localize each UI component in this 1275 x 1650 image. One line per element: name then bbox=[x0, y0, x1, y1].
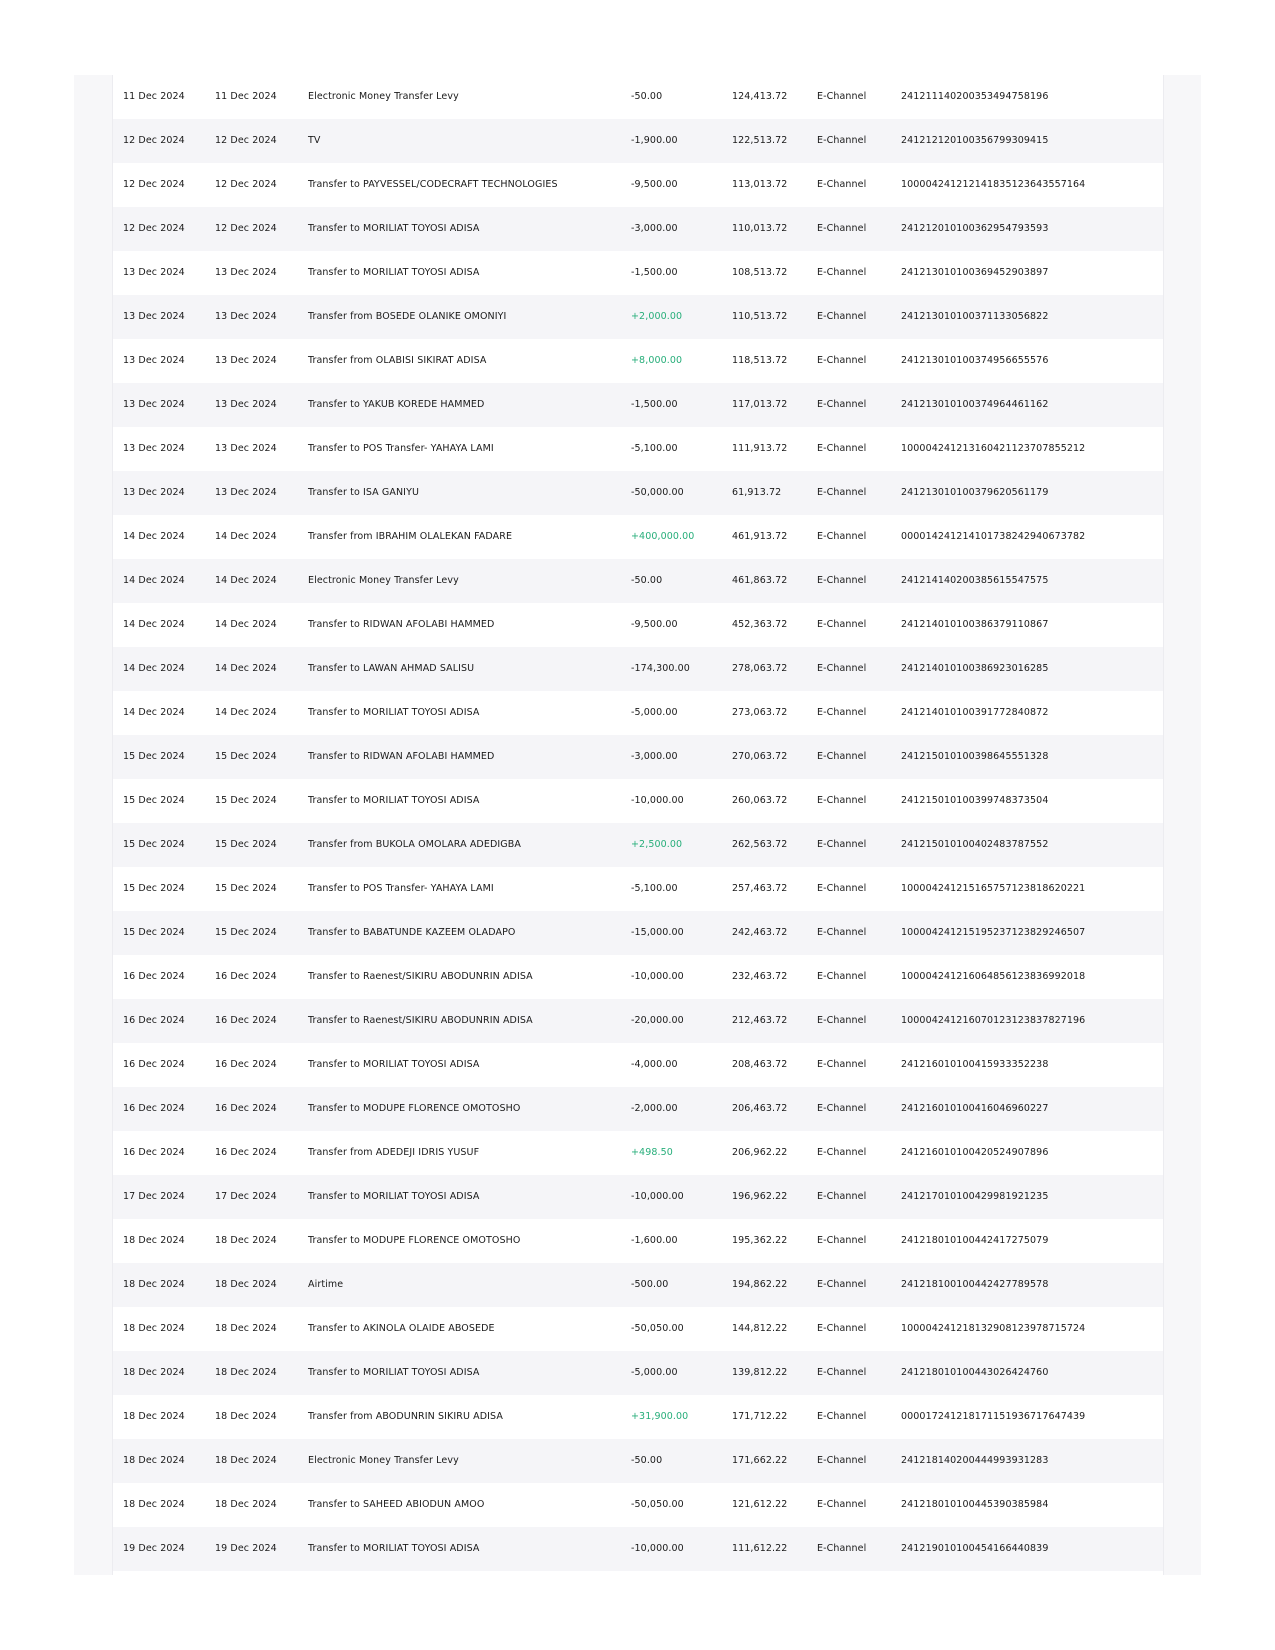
transaction-amount: -50.00 bbox=[631, 1455, 663, 1466]
value-date: 15 Dec 2024 bbox=[215, 751, 277, 762]
transaction-description: Transfer from OLABISI SIKIRAT ADISA bbox=[308, 355, 487, 366]
transaction-amount: -2,000.00 bbox=[631, 1103, 678, 1114]
table-row bbox=[113, 383, 1163, 427]
transaction-date: 18 Dec 2024 bbox=[123, 1411, 185, 1422]
transaction-description: Transfer from BUKOLA OMOLARA ADEDIGBA bbox=[308, 839, 521, 850]
table-row bbox=[113, 471, 1163, 515]
transaction-reference: 100004241215165757123818620221 bbox=[901, 883, 1086, 894]
table-row bbox=[113, 779, 1163, 823]
value-date: 16 Dec 2024 bbox=[215, 1015, 277, 1026]
table-row bbox=[113, 1263, 1163, 1307]
transaction-date: 13 Dec 2024 bbox=[123, 355, 185, 366]
transaction-channel: E-Channel bbox=[817, 399, 867, 410]
transaction-description: Transfer to SAHEED ABIODUN AMOO bbox=[308, 1499, 485, 1510]
transaction-reference: 241213010100374964461162 bbox=[901, 399, 1049, 410]
table-row bbox=[113, 1483, 1163, 1527]
transaction-reference: 100004241216064856123836992018 bbox=[901, 971, 1086, 982]
transaction-channel: E-Channel bbox=[817, 1323, 867, 1334]
transaction-channel: E-Channel bbox=[817, 1015, 867, 1026]
running-balance: 121,612.22 bbox=[732, 1499, 788, 1510]
value-date: 12 Dec 2024 bbox=[215, 223, 277, 234]
value-date: 14 Dec 2024 bbox=[215, 663, 277, 674]
transaction-amount: +2,000.00 bbox=[631, 311, 683, 322]
transaction-date: 14 Dec 2024 bbox=[123, 707, 185, 718]
value-date: 16 Dec 2024 bbox=[215, 971, 277, 982]
transaction-reference: 241218010100445390385984 bbox=[901, 1499, 1049, 1510]
transaction-channel: E-Channel bbox=[817, 1543, 867, 1554]
running-balance: 232,463.72 bbox=[732, 971, 788, 982]
running-balance: 111,612.22 bbox=[732, 1543, 788, 1554]
running-balance: 124,413.72 bbox=[732, 91, 788, 102]
transaction-date: 18 Dec 2024 bbox=[123, 1499, 185, 1510]
value-date: 18 Dec 2024 bbox=[215, 1235, 277, 1246]
running-balance: 208,463.72 bbox=[732, 1059, 788, 1070]
transaction-description: Transfer to POS Transfer- YAHAYA LAMI bbox=[308, 883, 494, 894]
transaction-description: Transfer to MORILIAT TOYOSI ADISA bbox=[308, 707, 480, 718]
transaction-date: 16 Dec 2024 bbox=[123, 971, 185, 982]
transaction-date: 12 Dec 2024 bbox=[123, 223, 185, 234]
transaction-description: Airtime bbox=[308, 1279, 344, 1290]
transaction-amount: -3,000.00 bbox=[631, 751, 678, 762]
running-balance: 461,863.72 bbox=[732, 575, 788, 586]
transaction-amount: -1,900.00 bbox=[631, 135, 678, 146]
transaction-amount: -1,500.00 bbox=[631, 267, 678, 278]
transaction-date: 14 Dec 2024 bbox=[123, 575, 185, 586]
transaction-date: 18 Dec 2024 bbox=[123, 1455, 185, 1466]
transaction-date: 15 Dec 2024 bbox=[123, 795, 185, 806]
transaction-reference: 241214140200385615547575 bbox=[901, 575, 1049, 586]
transaction-description: Transfer to MODUPE FLORENCE OMOTOSHO bbox=[308, 1103, 521, 1114]
transaction-date: 16 Dec 2024 bbox=[123, 1147, 185, 1158]
table-row bbox=[113, 1439, 1163, 1483]
transaction-date: 13 Dec 2024 bbox=[123, 267, 185, 278]
transaction-channel: E-Channel bbox=[817, 443, 867, 454]
running-balance: 452,363.72 bbox=[732, 619, 788, 630]
value-date: 18 Dec 2024 bbox=[215, 1367, 277, 1378]
transaction-description: Transfer to RIDWAN AFOLABI HAMMED bbox=[308, 619, 495, 630]
running-balance: 195,362.22 bbox=[732, 1235, 788, 1246]
transaction-channel: E-Channel bbox=[817, 179, 867, 190]
transaction-description: Electronic Money Transfer Levy bbox=[308, 575, 459, 586]
transaction-amount: -4,000.00 bbox=[631, 1059, 678, 1070]
transaction-reference: 241214010100386923016285 bbox=[901, 663, 1049, 674]
transaction-description: Transfer to LAWAN AHMAD SALISU bbox=[308, 663, 475, 674]
running-balance: 194,862.22 bbox=[732, 1279, 788, 1290]
transaction-channel: E-Channel bbox=[817, 1411, 867, 1422]
transaction-reference: 241218010100442417275079 bbox=[901, 1235, 1049, 1246]
transaction-date: 16 Dec 2024 bbox=[123, 1015, 185, 1026]
transaction-amount: -50.00 bbox=[631, 575, 663, 586]
transaction-description: Transfer to Raenest/SIKIRU ABODUNRIN ADISA bbox=[308, 1015, 533, 1026]
value-date: 16 Dec 2024 bbox=[215, 1103, 277, 1114]
running-balance: 278,063.72 bbox=[732, 663, 788, 674]
table-row bbox=[113, 735, 1163, 779]
value-date: 15 Dec 2024 bbox=[215, 927, 277, 938]
transaction-amount: -5,000.00 bbox=[631, 707, 678, 718]
transaction-reference: 241217010100429981921235 bbox=[901, 1191, 1049, 1202]
value-date: 19 Dec 2024 bbox=[215, 1543, 277, 1554]
statement-page-frame bbox=[74, 75, 1201, 1575]
table-row bbox=[113, 163, 1163, 207]
transaction-amount: -10,000.00 bbox=[631, 1191, 684, 1202]
value-date: 15 Dec 2024 bbox=[215, 795, 277, 806]
value-date: 14 Dec 2024 bbox=[215, 575, 277, 586]
transaction-date: 14 Dec 2024 bbox=[123, 531, 185, 542]
transaction-amount: -1,500.00 bbox=[631, 399, 678, 410]
transaction-amount: -9,500.00 bbox=[631, 179, 678, 190]
transaction-description: Electronic Money Transfer Levy bbox=[308, 91, 459, 102]
value-date: 17 Dec 2024 bbox=[215, 1191, 277, 1202]
transaction-reference: 241218140200444993931283 bbox=[901, 1455, 1049, 1466]
transaction-channel: E-Channel bbox=[817, 1147, 867, 1158]
table-row bbox=[113, 691, 1163, 735]
value-date: 14 Dec 2024 bbox=[215, 619, 277, 630]
transaction-date: 13 Dec 2024 bbox=[123, 487, 185, 498]
running-balance: 206,463.72 bbox=[732, 1103, 788, 1114]
running-balance: 110,513.72 bbox=[732, 311, 788, 322]
transaction-channel: E-Channel bbox=[817, 575, 867, 586]
transaction-reference: 241218010100443026424760 bbox=[901, 1367, 1049, 1378]
transaction-channel: E-Channel bbox=[817, 1367, 867, 1378]
transaction-description: Transfer from ABODUNRIN SIKIRU ADISA bbox=[308, 1411, 503, 1422]
transaction-date: 14 Dec 2024 bbox=[123, 663, 185, 674]
transaction-channel: E-Channel bbox=[817, 531, 867, 542]
running-balance: 262,563.72 bbox=[732, 839, 788, 850]
table-row bbox=[113, 1395, 1163, 1439]
table-row bbox=[113, 515, 1163, 559]
transaction-reference: 241213010100369452903897 bbox=[901, 267, 1049, 278]
value-date: 14 Dec 2024 bbox=[215, 707, 277, 718]
transaction-reference: 241218100100442427789578 bbox=[901, 1279, 1049, 1290]
running-balance: 212,463.72 bbox=[732, 1015, 788, 1026]
transaction-reference: 241219010100454166440839 bbox=[901, 1543, 1049, 1554]
transaction-date: 19 Dec 2024 bbox=[123, 1543, 185, 1554]
value-date: 18 Dec 2024 bbox=[215, 1455, 277, 1466]
table-row bbox=[113, 295, 1163, 339]
value-date: 18 Dec 2024 bbox=[215, 1279, 277, 1290]
transaction-reference: 241212120100356799309415 bbox=[901, 135, 1049, 146]
transaction-channel: E-Channel bbox=[817, 795, 867, 806]
value-date: 13 Dec 2024 bbox=[215, 399, 277, 410]
value-date: 16 Dec 2024 bbox=[215, 1147, 277, 1158]
transaction-channel: E-Channel bbox=[817, 839, 867, 850]
table-row bbox=[113, 119, 1163, 163]
transaction-reference: 241214010100391772840872 bbox=[901, 707, 1049, 718]
transaction-amount: -20,000.00 bbox=[631, 1015, 684, 1026]
transaction-channel: E-Channel bbox=[817, 223, 867, 234]
transaction-amount: -9,500.00 bbox=[631, 619, 678, 630]
transaction-reference: 241211140200353494758196 bbox=[901, 91, 1049, 102]
transaction-amount: -5,000.00 bbox=[631, 1367, 678, 1378]
transaction-date: 16 Dec 2024 bbox=[123, 1103, 185, 1114]
transaction-channel: E-Channel bbox=[817, 91, 867, 102]
transaction-date: 18 Dec 2024 bbox=[123, 1367, 185, 1378]
transaction-description: Transfer to MORILIAT TOYOSI ADISA bbox=[308, 1191, 480, 1202]
running-balance: 257,463.72 bbox=[732, 883, 788, 894]
transaction-reference: 241216010100415933352238 bbox=[901, 1059, 1049, 1070]
transaction-description: Transfer to ISA GANIYU bbox=[308, 487, 420, 498]
transaction-reference: 241216010100416046960227 bbox=[901, 1103, 1049, 1114]
transaction-description: Electronic Money Transfer Levy bbox=[308, 1455, 459, 1466]
table-row bbox=[113, 1351, 1163, 1395]
running-balance: 118,513.72 bbox=[732, 355, 788, 366]
table-row bbox=[113, 1219, 1163, 1263]
table-row bbox=[113, 647, 1163, 691]
transaction-reference: 100004241212141835123643557164 bbox=[901, 179, 1086, 190]
value-date: 16 Dec 2024 bbox=[215, 1059, 277, 1070]
table-row bbox=[113, 251, 1163, 295]
value-date: 18 Dec 2024 bbox=[215, 1323, 277, 1334]
transaction-amount: -15,000.00 bbox=[631, 927, 684, 938]
running-balance: 171,712.22 bbox=[732, 1411, 788, 1422]
transaction-date: 15 Dec 2024 bbox=[123, 883, 185, 894]
running-balance: 111,913.72 bbox=[732, 443, 788, 454]
transaction-description: Transfer to POS Transfer- YAHAYA LAMI bbox=[308, 443, 494, 454]
table-row bbox=[113, 1307, 1163, 1351]
transaction-date: 17 Dec 2024 bbox=[123, 1191, 185, 1202]
transaction-description: Transfer to MORILIAT TOYOSI ADISA bbox=[308, 1367, 480, 1378]
transaction-channel: E-Channel bbox=[817, 1191, 867, 1202]
value-date: 15 Dec 2024 bbox=[215, 883, 277, 894]
running-balance: 113,013.72 bbox=[732, 179, 788, 190]
transaction-amount: -10,000.00 bbox=[631, 795, 684, 806]
transaction-date: 13 Dec 2024 bbox=[123, 399, 185, 410]
transaction-channel: E-Channel bbox=[817, 1103, 867, 1114]
transaction-reference: 241212010100362954793593 bbox=[901, 223, 1049, 234]
transaction-channel: E-Channel bbox=[817, 663, 867, 674]
transaction-channel: E-Channel bbox=[817, 1059, 867, 1070]
transaction-description: Transfer to YAKUB KOREDE HAMMED bbox=[308, 399, 485, 410]
transaction-date: 18 Dec 2024 bbox=[123, 1235, 185, 1246]
transaction-channel: E-Channel bbox=[817, 1235, 867, 1246]
transaction-description: Transfer to MORILIAT TOYOSI ADISA bbox=[308, 223, 480, 234]
transaction-date: 18 Dec 2024 bbox=[123, 1279, 185, 1290]
transaction-description: Transfer to AKINOLA OLAIDE ABOSEDE bbox=[308, 1323, 495, 1334]
transaction-channel: E-Channel bbox=[817, 1499, 867, 1510]
table-row bbox=[113, 1527, 1163, 1571]
transaction-channel: E-Channel bbox=[817, 883, 867, 894]
running-balance: 196,962.22 bbox=[732, 1191, 788, 1202]
transaction-description: Transfer from ADEDEJI IDRIS YUSUF bbox=[308, 1147, 480, 1158]
transaction-description: Transfer to MORILIAT TOYOSI ADISA bbox=[308, 1059, 480, 1070]
value-date: 13 Dec 2024 bbox=[215, 311, 277, 322]
transaction-reference: 000017241218171151936717647439 bbox=[901, 1411, 1086, 1422]
transaction-date: 12 Dec 2024 bbox=[123, 179, 185, 190]
transaction-amount: -10,000.00 bbox=[631, 1543, 684, 1554]
running-balance: 260,063.72 bbox=[732, 795, 788, 806]
value-date: 11 Dec 2024 bbox=[215, 91, 277, 102]
transaction-date: 13 Dec 2024 bbox=[123, 443, 185, 454]
value-date: 18 Dec 2024 bbox=[215, 1499, 277, 1510]
transaction-channel: E-Channel bbox=[817, 355, 867, 366]
transaction-description: TV bbox=[308, 135, 321, 146]
running-balance: 206,962.22 bbox=[732, 1147, 788, 1158]
value-date: 12 Dec 2024 bbox=[215, 135, 277, 146]
transaction-description: Transfer to MODUPE FLORENCE OMOTOSHO bbox=[308, 1235, 521, 1246]
transaction-description: Transfer to RIDWAN AFOLABI HAMMED bbox=[308, 751, 495, 762]
running-balance: 144,812.22 bbox=[732, 1323, 788, 1334]
transaction-channel: E-Channel bbox=[817, 267, 867, 278]
transaction-reference: 241215010100398645551328 bbox=[901, 751, 1049, 762]
transaction-date: 13 Dec 2024 bbox=[123, 311, 185, 322]
transaction-reference: 241214010100386379110867 bbox=[901, 619, 1049, 630]
table-row bbox=[113, 955, 1163, 999]
transaction-amount: -5,100.00 bbox=[631, 443, 678, 454]
running-balance: 270,063.72 bbox=[732, 751, 788, 762]
transaction-reference: 241213010100374956655576 bbox=[901, 355, 1049, 366]
transaction-rows bbox=[113, 75, 1163, 1571]
running-balance: 108,513.72 bbox=[732, 267, 788, 278]
transaction-reference: 241215010100399748373504 bbox=[901, 795, 1049, 806]
transaction-description: Transfer to MORILIAT TOYOSI ADISA bbox=[308, 267, 480, 278]
transaction-channel: E-Channel bbox=[817, 135, 867, 146]
table-row bbox=[113, 1043, 1163, 1087]
running-balance: 117,013.72 bbox=[732, 399, 788, 410]
transaction-description: Transfer to MORILIAT TOYOSI ADISA bbox=[308, 1543, 480, 1554]
transaction-reference: 100004241216070123123837827196 bbox=[901, 1015, 1086, 1026]
transaction-date: 15 Dec 2024 bbox=[123, 751, 185, 762]
transaction-amount: +31,900.00 bbox=[631, 1411, 689, 1422]
transaction-amount: +400,000.00 bbox=[631, 531, 695, 542]
transaction-reference: 241213010100379620561179 bbox=[901, 487, 1049, 498]
value-date: 13 Dec 2024 bbox=[215, 487, 277, 498]
transaction-channel: E-Channel bbox=[817, 1455, 867, 1466]
transaction-channel: E-Channel bbox=[817, 311, 867, 322]
statement-table bbox=[112, 75, 1164, 1575]
transaction-reference: 000014241214101738242940673782 bbox=[901, 531, 1086, 542]
transaction-reference: 241213010100371133056822 bbox=[901, 311, 1049, 322]
table-row bbox=[113, 867, 1163, 911]
table-row bbox=[113, 911, 1163, 955]
transaction-amount: -500.00 bbox=[631, 1279, 669, 1290]
table-row bbox=[113, 603, 1163, 647]
table-row bbox=[113, 999, 1163, 1043]
transaction-channel: E-Channel bbox=[817, 619, 867, 630]
running-balance: 122,513.72 bbox=[732, 135, 788, 146]
running-balance: 110,013.72 bbox=[732, 223, 788, 234]
transaction-date: 14 Dec 2024 bbox=[123, 619, 185, 630]
transaction-amount: -174,300.00 bbox=[631, 663, 690, 674]
transaction-date: 15 Dec 2024 bbox=[123, 839, 185, 850]
value-date: 18 Dec 2024 bbox=[215, 1411, 277, 1422]
transaction-channel: E-Channel bbox=[817, 927, 867, 938]
transaction-description: Transfer to Raenest/SIKIRU ABODUNRIN ADISA bbox=[308, 971, 533, 982]
transaction-channel: E-Channel bbox=[817, 707, 867, 718]
transaction-date: 12 Dec 2024 bbox=[123, 135, 185, 146]
transaction-date: 11 Dec 2024 bbox=[123, 91, 185, 102]
table-row bbox=[113, 427, 1163, 471]
transaction-amount: +2,500.00 bbox=[631, 839, 683, 850]
running-balance: 242,463.72 bbox=[732, 927, 788, 938]
transaction-reference: 100004241213160421123707855212 bbox=[901, 443, 1086, 454]
transaction-date: 16 Dec 2024 bbox=[123, 1059, 185, 1070]
table-row bbox=[113, 1175, 1163, 1219]
value-date: 13 Dec 2024 bbox=[215, 443, 277, 454]
value-date: 13 Dec 2024 bbox=[215, 355, 277, 366]
transaction-amount: -50,050.00 bbox=[631, 1323, 684, 1334]
table-row bbox=[113, 823, 1163, 867]
transaction-reference: 100004241215195237123829246507 bbox=[901, 927, 1086, 938]
transaction-reference: 100004241218132908123978715724 bbox=[901, 1323, 1086, 1334]
table-row bbox=[113, 1087, 1163, 1131]
value-date: 13 Dec 2024 bbox=[215, 267, 277, 278]
transaction-amount: -50.00 bbox=[631, 91, 663, 102]
transaction-reference: 241216010100420524907896 bbox=[901, 1147, 1049, 1158]
transaction-date: 18 Dec 2024 bbox=[123, 1323, 185, 1334]
table-row bbox=[113, 339, 1163, 383]
table-row bbox=[113, 1131, 1163, 1175]
transaction-description: Transfer to BABATUNDE KAZEEM OLADAPO bbox=[308, 927, 516, 938]
table-row bbox=[113, 559, 1163, 603]
transaction-amount: -50,050.00 bbox=[631, 1499, 684, 1510]
transaction-amount: -5,100.00 bbox=[631, 883, 678, 894]
transaction-amount: -10,000.00 bbox=[631, 971, 684, 982]
running-balance: 61,913.72 bbox=[732, 487, 782, 498]
transaction-channel: E-Channel bbox=[817, 971, 867, 982]
transaction-reference: 241215010100402483787552 bbox=[901, 839, 1049, 850]
transaction-amount: -50,000.00 bbox=[631, 487, 684, 498]
transaction-date: 15 Dec 2024 bbox=[123, 927, 185, 938]
transaction-amount: -3,000.00 bbox=[631, 223, 678, 234]
value-date: 15 Dec 2024 bbox=[215, 839, 277, 850]
transaction-description: Transfer from IBRAHIM OLALEKAN FADARE bbox=[308, 531, 513, 542]
transaction-amount: +8,000.00 bbox=[631, 355, 683, 366]
table-row bbox=[113, 75, 1163, 119]
transaction-description: Transfer to MORILIAT TOYOSI ADISA bbox=[308, 795, 480, 806]
transaction-description: Transfer to PAYVESSEL/CODECRAFT TECHNOLOGIES bbox=[308, 179, 558, 190]
running-balance: 273,063.72 bbox=[732, 707, 788, 718]
transaction-channel: E-Channel bbox=[817, 487, 867, 498]
transaction-description: Transfer from BOSEDE OLANIKE OMONIYI bbox=[308, 311, 507, 322]
transaction-amount: -1,600.00 bbox=[631, 1235, 678, 1246]
running-balance: 139,812.22 bbox=[732, 1367, 788, 1378]
running-balance: 171,662.22 bbox=[732, 1455, 788, 1466]
value-date: 14 Dec 2024 bbox=[215, 531, 277, 542]
transaction-amount: +498.50 bbox=[631, 1147, 673, 1158]
value-date: 12 Dec 2024 bbox=[215, 179, 277, 190]
transaction-channel: E-Channel bbox=[817, 751, 867, 762]
table-row bbox=[113, 207, 1163, 251]
transaction-channel: E-Channel bbox=[817, 1279, 867, 1290]
running-balance: 461,913.72 bbox=[732, 531, 788, 542]
